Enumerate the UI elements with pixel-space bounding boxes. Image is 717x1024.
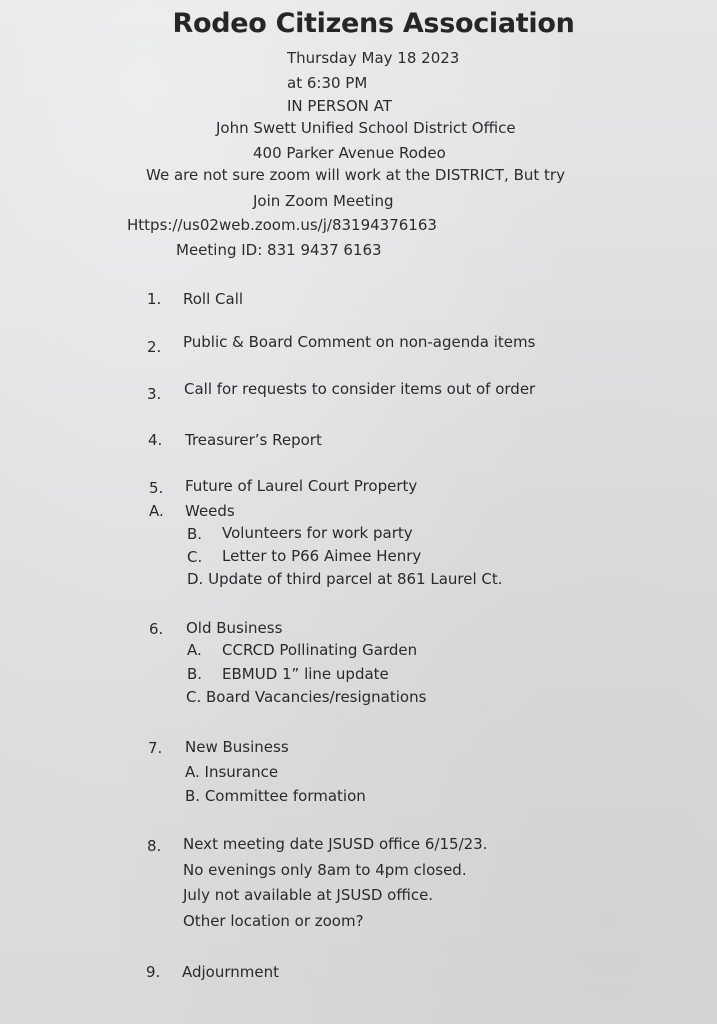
sub-item-board-vacancies: C. Board Vacancies/resignations: [186, 688, 427, 706]
meeting-date: Thursday May 18 2023: [287, 49, 460, 67]
sub-item-insurance: A. Insurance: [185, 763, 279, 781]
item-number: 2.: [147, 338, 162, 356]
sub-item-ebmud-line: EBMUD 1” line update: [222, 665, 389, 683]
sub-item-letter: B.: [187, 665, 203, 683]
sub-item-committee: B. Committee formation: [185, 787, 366, 805]
item-laurel-court: Future of Laurel Court Property: [185, 477, 418, 495]
sub-item-third-parcel: D. Update of third parcel at 861 Laurel Ct.: [187, 570, 503, 588]
meeting-id: Meeting ID: 831 9437 6163: [176, 241, 382, 259]
item-adjournment: Adjournment: [182, 963, 280, 981]
item-next-meeting: Next meeting date JSUSD office 6/15/23.: [183, 835, 488, 853]
document-title: Rodeo Citizens Association: [172, 8, 575, 39]
item-public-comment: Public & Board Comment on non-agenda items: [183, 333, 536, 351]
item-out-of-order: Call for requests to consider items out of order: [184, 380, 536, 398]
item-number: 6.: [149, 620, 164, 638]
item-number: 5.: [149, 479, 164, 497]
meeting-time: at 6:30 PM: [287, 74, 368, 92]
sub-item-letter: B.: [187, 525, 203, 543]
sub-item-letter: A.: [149, 502, 164, 520]
item-treasurer-report: Treasurer’s Report: [185, 431, 322, 449]
meeting-mode: IN PERSON AT: [287, 97, 392, 115]
item-number: 9.: [146, 963, 161, 981]
item-roll-call: Roll Call: [183, 290, 244, 308]
item-next-meeting-line: Other location or zoom?: [183, 912, 364, 930]
sub-item-weeds: Weeds: [185, 502, 235, 520]
meeting-address: 400 Parker Avenue Rodeo: [253, 144, 446, 162]
zoom-join-label: Join Zoom Meeting: [253, 192, 394, 210]
zoom-note: We are not sure zoom will work at the DISTRICT, But try: [146, 166, 565, 184]
item-old-business: Old Business: [186, 619, 283, 637]
sub-item-letter-p66: Letter to P66 Aimee Henry: [222, 547, 422, 565]
meeting-venue: John Swett Unified School District Office: [216, 119, 516, 137]
item-new-business: New Business: [185, 738, 289, 756]
item-number: 8.: [147, 837, 162, 855]
item-number: 3.: [147, 385, 162, 403]
item-next-meeting-line: No evenings only 8am to 4pm closed.: [183, 861, 467, 879]
item-number: 7.: [148, 739, 163, 757]
sub-item-letter: A.: [187, 641, 202, 659]
item-number: 4.: [148, 431, 163, 449]
sub-item-letter: C.: [187, 548, 203, 566]
sub-item-pollinating-garden: CCRCD Pollinating Garden: [222, 641, 418, 659]
item-number: 1.: [147, 290, 162, 308]
zoom-url: Https://us02web.zoom.us/j/83194376163: [127, 216, 437, 234]
item-next-meeting-line: July not available at JSUSD office.: [183, 886, 434, 904]
sub-item-volunteers: Volunteers for work party: [222, 524, 413, 542]
